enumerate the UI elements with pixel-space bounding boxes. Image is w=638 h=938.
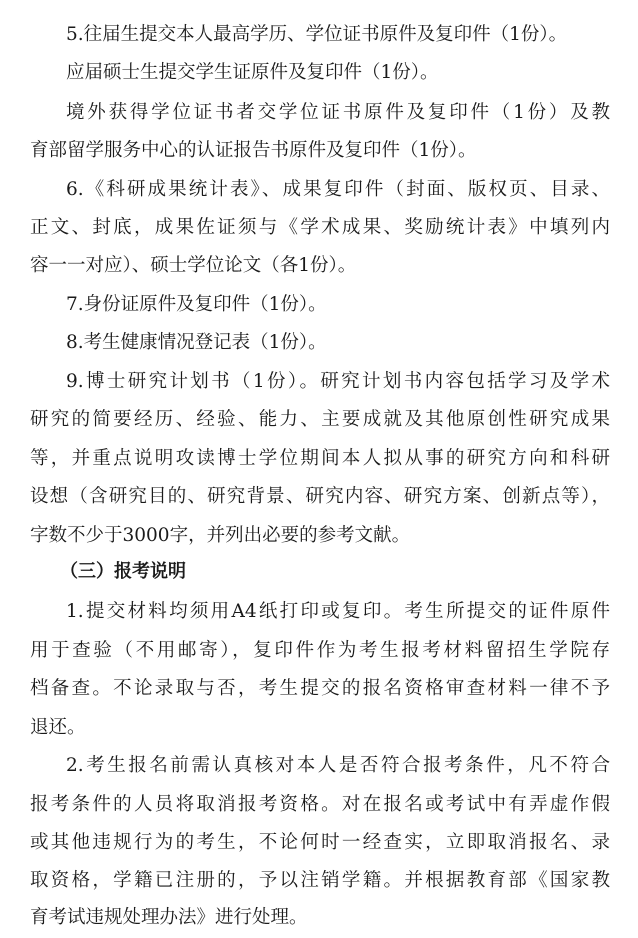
text-line: 1.提交材料均须用A4纸打印或复印。考生所提交的证件原件 (66, 601, 610, 622)
text-line: 用于查验（不用邮寄），复印件作为考生报考材料留招生学院存 (30, 640, 610, 661)
text-line: 取资格，学籍已注册的，予以注销学籍。并根据教育部《国家教 (30, 870, 610, 891)
text-line: 2.考生报名前需认真核对本人是否符合报考条件，凡不符合 (66, 755, 610, 776)
text-line: 9.博士研究计划书（1份）。研究计划书内容包括学习及学术 (66, 371, 610, 392)
text-line: 退还。 (30, 717, 86, 738)
text-line: 设想（含研究目的、研究背景、研究内容、研究方案、创新点等）， (30, 486, 610, 507)
text-line: 应届硕士生提交学生证原件及复印件（1份）。 (66, 62, 439, 83)
text-line: 正文、封底，成果佐证须与《学术成果、奖励统计表》中填列内 (30, 217, 610, 238)
text-line: 容一一对应）、硕士学位论文（各1份）。 (30, 255, 357, 276)
text-line: 7.身份证原件及复印件（1份）。 (66, 294, 327, 315)
text-line: 档备查。不论录取与否，考生提交的报名资格审查材料一律不予 (30, 678, 610, 699)
section-heading: （三）报考说明 (60, 561, 186, 582)
text-line: 育考试违规处理办法》进行处理。 (30, 907, 308, 928)
text-line: 等，并重点说明攻读博士学位期间本人拟从事的研究方向和科研 (30, 448, 610, 469)
text-line: 或其他违规行为的考生，不论何时一经查实，立即取消报名、录 (30, 832, 610, 853)
text-line: 8.考生健康情况登记表（1份）。 (66, 332, 327, 353)
text-line: 境外获得学位证书者交学位证书原件及复印件（1份）及教 (66, 102, 610, 123)
text-line: 报考条件的人员将取消报考资格。对在报名或考试中有弄虚作假 (30, 794, 610, 815)
text-line: 育部留学服务中心的认证报告书原件及复印件（1份）。 (30, 140, 477, 161)
text-line: 研究的简要经历、经验、能力、主要成就及其他原创性研究成果 (30, 409, 610, 430)
text-line: 5.往届生提交本人最高学历、学位证书原件及复印件（1份）。 (66, 24, 568, 45)
text-line: 字数不少于3000字，并列出必要的参考文献。 (30, 525, 411, 546)
text-line: 6.《科研成果统计表》、成果复印件（封面、版权页、目录、 (66, 179, 610, 200)
